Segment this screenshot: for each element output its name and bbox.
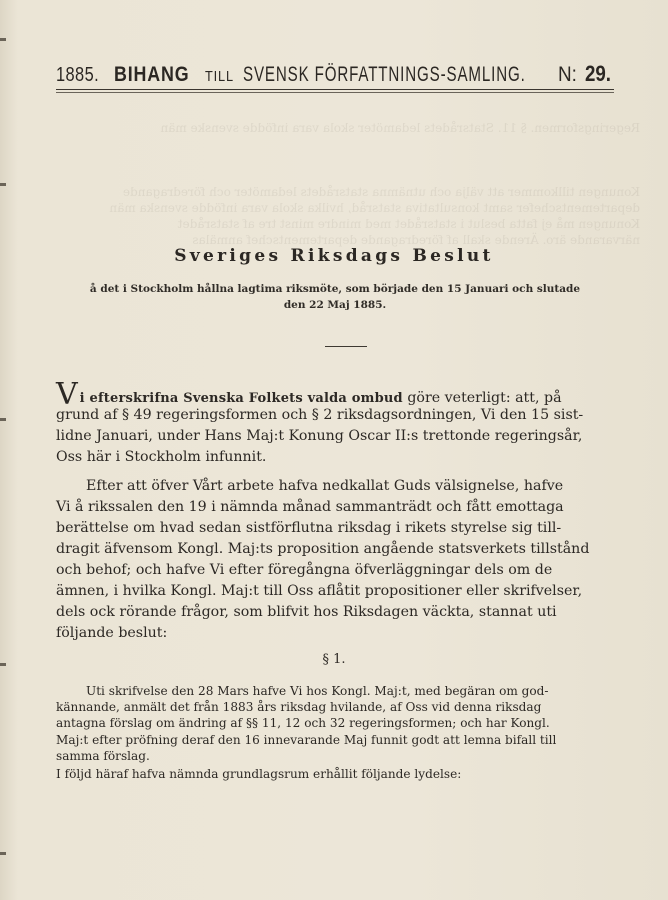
- binding-mark: [0, 38, 6, 41]
- subtitle-line: å det i Stockholm hållna lagtima riksmöte, som började den 15 Januari och slutade: [89, 283, 581, 295]
- paragraph-line: berättelse om hvad sedan sistförflutna riksdag i rikets styrelse sig till-: [56, 520, 562, 536]
- header-number-prefix: N:: [557, 63, 577, 86]
- paragraph-line: dels ock rörande frågor, som blifvit hos Riksdagen väckta, stannat uti: [56, 604, 557, 620]
- lead-in-bold: i efterskrifna Svenska Folkets valda ombud: [79, 391, 403, 406]
- paragraph-line: dragit äfvensom Kongl. Maj:ts proposition angående statsverkets tillstånd: [56, 541, 590, 557]
- document-title: Sveriges Riksdags Beslut: [174, 246, 494, 266]
- paragraph-line: I följd häraf hafva nämnda grundlagsrum erhållit följande lydelse:: [56, 767, 462, 781]
- paragraph-line: Maj:t efter pröfning deraf den 16 innevarande Maj funnit godt att lemna bifall till: [56, 732, 557, 747]
- header-publication: SVENSK FÖRFATTNINGS-SAMLING.: [242, 63, 526, 86]
- paragraph-line: Oss här i Stockholm infunnit.: [56, 449, 267, 465]
- paragraph-line: [56, 377, 612, 412]
- opening-paragraph: [56, 377, 612, 468]
- separator-rule: [325, 346, 367, 347]
- paragraph-line: samma förslag.: [56, 748, 150, 763]
- section-heading: § 1.: [322, 652, 346, 667]
- show-through-text: Konungen må ej fatta beslut i statsrådet med mindre minst tre af statsrådet: [177, 217, 640, 231]
- section-paragraph: [56, 683, 612, 764]
- header-number: 29.: [585, 61, 612, 86]
- drop-cap: V: [56, 377, 78, 412]
- paragraph-line: kännande, anmält det från 1883 års riksdag hvilande, af Oss vid denna riksdag: [56, 700, 542, 715]
- show-through-text: Konungen tillkommer att välja och utnämna statsrådets ledamöter och föredragande: [122, 185, 640, 199]
- show-through-text: närvarande äro. Ärende skall af föredragande departementschef anmälas: [192, 233, 640, 247]
- paragraph-line: Uti skrifvelse den 28 Mars hafve Vi hos Kongl. Maj:t, med begäran om god-: [86, 684, 549, 698]
- paragraph-line: ämnen, i hvilka Kongl. Maj:t till Oss aflåtit propositioner eller skrifvelser,: [56, 583, 583, 599]
- closing-paragraph: [56, 766, 612, 782]
- paragraph-text: göre veterligt: att, på: [402, 390, 562, 406]
- paragraph-line: grund af § 49 regeringsformen och § 2 riksdagsordningen, Vi den 15 sist-: [56, 407, 584, 423]
- paragraph-line: Vi å rikssalen den 19 i nämnda månad sammanträdt och fått emottaga: [56, 499, 564, 515]
- header-rule: [56, 89, 614, 90]
- binding-mark: [0, 183, 6, 186]
- show-through-text: departementschefer samt konsultativa statsråd, hvilka skola vara infödde svenska män: [109, 201, 640, 215]
- paragraph-line: lidne Januari, under Hans Maj:t Konung Oscar II:s trettonde regeringsår,: [56, 428, 583, 444]
- paragraph-line: Efter att öfver Vårt arbete hafva nedkallat Guds välsignelse, hafve: [86, 478, 564, 494]
- binding-mark: [0, 852, 6, 855]
- binding-mark: [0, 418, 6, 421]
- header-bihang: BIHANG: [114, 63, 190, 86]
- paragraph-line: följande beslut:: [56, 625, 168, 641]
- show-through-text: Regeringsformen. § 11. Statsrådets ledamöter skola vara infödde svenske män: [160, 121, 640, 135]
- running-header: [56, 62, 616, 89]
- header-till: TILL: [205, 68, 235, 85]
- subtitle-line: den 22 Maj 1885.: [283, 299, 387, 311]
- paragraph-line: antagna förslag om ändring af §§ 11, 12 och 32 regeringsformen; och har Kongl.: [56, 716, 550, 731]
- document-subtitle: [60, 281, 610, 313]
- second-paragraph: [56, 476, 612, 644]
- header-year: 1885.: [56, 64, 100, 86]
- paragraph-line: och behof; och hafve Vi efter föregångna öfverläggningar dels om de: [56, 562, 553, 578]
- header-rule-thin: [56, 92, 614, 93]
